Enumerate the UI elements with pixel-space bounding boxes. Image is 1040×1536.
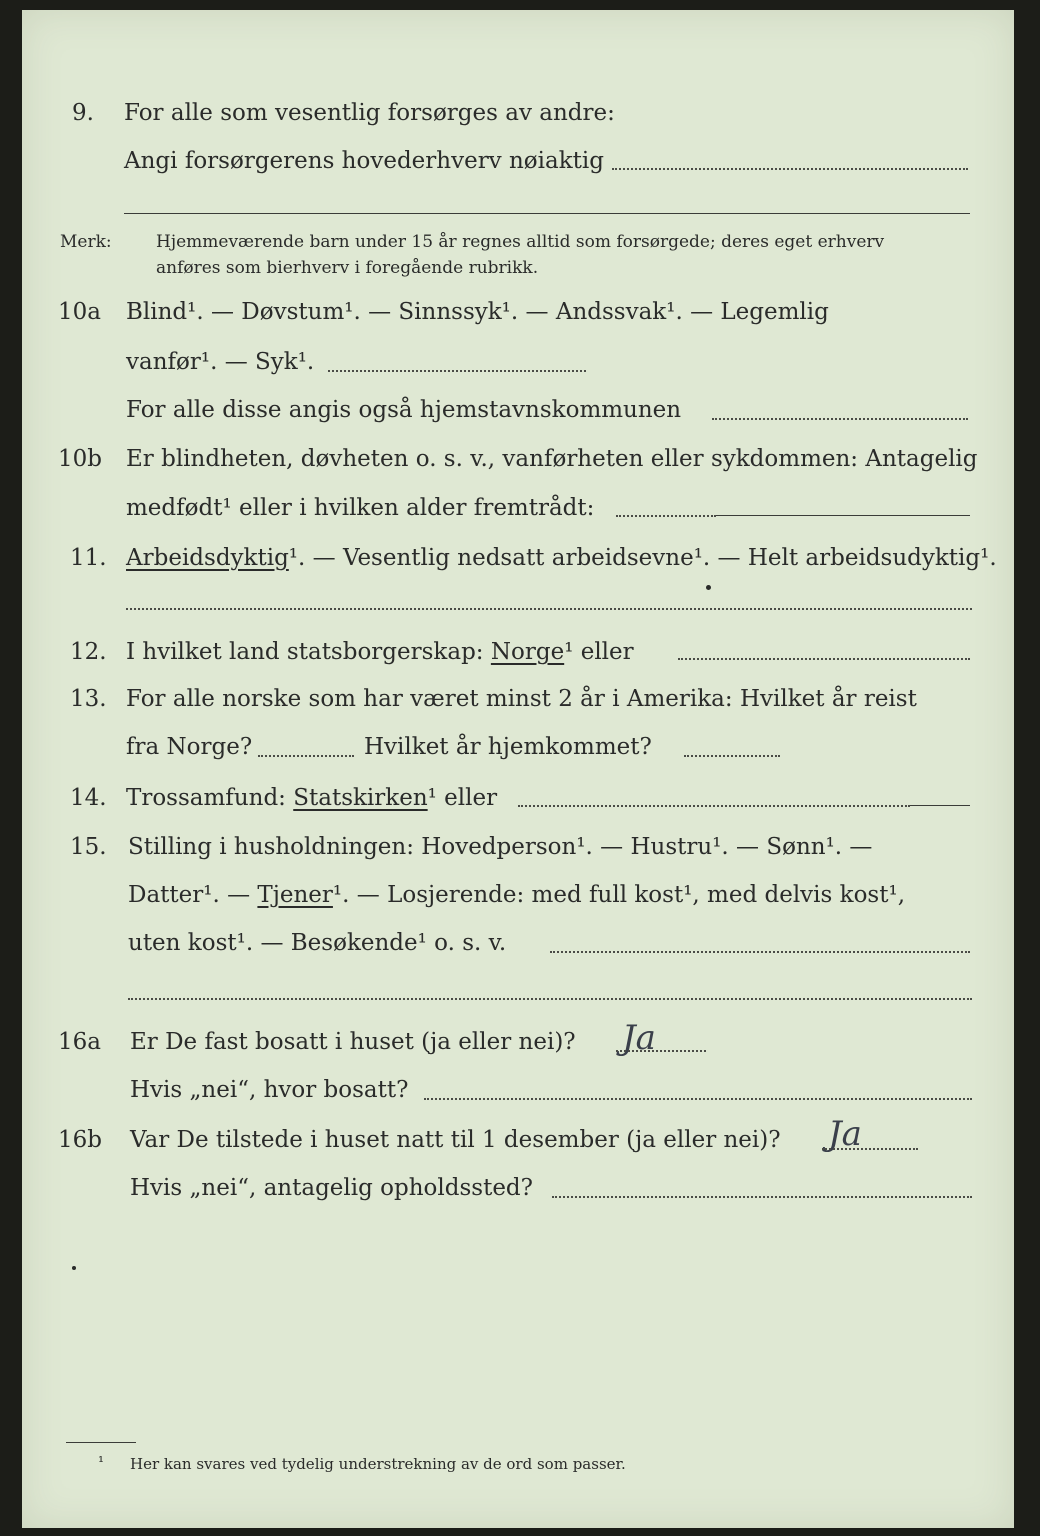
question-10b-answer-line xyxy=(716,515,970,516)
question-10b-line2: medfødt¹ eller i hvilken alder fremtrådt: xyxy=(126,495,595,521)
question-15-line2b: ¹. — Losjerende: med full kost¹, med delvis kost¹, xyxy=(332,882,906,908)
question-11-number: 11. xyxy=(70,545,107,571)
question-15-answer-line xyxy=(550,951,970,953)
question-11-rest: ¹. — Vesentlig nedsatt arbeidsevne¹. — Helt arbeidsudyktig¹. xyxy=(288,545,997,571)
question-15-number: 15. xyxy=(70,834,107,860)
question-12-prompt: I hvilket land statsborgerskap: xyxy=(126,639,484,665)
question-10b-line1: Er blindheten, døvheten o. s. v., vanførheten eller sykdommen: Antagelig xyxy=(126,446,978,472)
question-16a-handwritten-answer: Ja xyxy=(622,1018,656,1058)
question-12-line xyxy=(126,637,634,667)
question-14-prompt: Trossamfund: xyxy=(126,785,286,811)
question-13-number: 13. xyxy=(70,686,107,712)
question-13-line2b: Hvilket år hjemkommet? xyxy=(364,734,652,760)
question-14-number: 14. xyxy=(70,785,107,811)
question-16a-residence-line xyxy=(424,1098,972,1100)
question-12-answer-line xyxy=(678,658,970,660)
question-12-number: 12. xyxy=(70,639,107,665)
question-12-selected-option: Norge xyxy=(490,639,565,665)
ink-speck xyxy=(72,1266,76,1270)
merk-line2: anføres som bierhverv i foregående rubrikk. xyxy=(156,258,539,278)
question-9-number: 9. xyxy=(72,100,94,126)
question-9-line2: Angi forsørgerens hovederhverv nøiaktig xyxy=(124,148,604,174)
question-14-selected-option: Statskirken xyxy=(293,785,428,811)
question-10b-number: 10b xyxy=(58,446,102,472)
question-16b-location-line xyxy=(552,1196,972,1198)
question-16b-answer-line xyxy=(822,1148,918,1150)
question-11-line xyxy=(126,543,997,573)
question-10a-number: 10a xyxy=(58,299,101,325)
question-14-line xyxy=(126,783,497,813)
question-14-answer-line xyxy=(910,805,970,806)
question-15-selected-option: Tjener xyxy=(257,882,333,908)
question-13-departure-line xyxy=(258,755,354,757)
question-15-line1: Stilling i husholdningen: Hovedperson¹. — Hustru¹. — Sønn¹. — xyxy=(128,834,873,860)
question-16a-line1: Er De fast bosatt i huset (ja eller nei)? xyxy=(130,1029,576,1055)
separator-rule xyxy=(124,213,970,214)
question-16b-line2: Hvis „nei“, antagelig opholdssted? xyxy=(130,1175,533,1201)
merk-line1: Hjemmeværende barn under 15 år regnes alltid som forsørgede; deres eget erhverv xyxy=(156,232,885,252)
question-10b-answer-dots xyxy=(616,515,716,517)
question-9-answer-line xyxy=(612,168,968,170)
footnote-mark: ¹ xyxy=(98,1453,105,1471)
ink-mark xyxy=(706,585,711,590)
merk-label: Merk: xyxy=(60,232,112,252)
question-15-line3: uten kost¹. — Besøkende¹ o. s. v. xyxy=(128,930,507,956)
question-10a-hometown-line xyxy=(712,418,968,420)
question-11-selected-option: Arbeidsdyktig xyxy=(126,545,289,571)
question-13-return-line xyxy=(684,755,780,757)
question-15-line2 xyxy=(128,880,905,910)
question-10a-line2: vanfør¹. — Syk¹. xyxy=(126,349,315,375)
footnote-text: Her kan svares ved tydelig understrekning av de ord som passer. xyxy=(130,1455,626,1473)
question-16b-number: 16b xyxy=(58,1127,102,1153)
question-16a-number: 16a xyxy=(58,1029,101,1055)
question-10a-line1: Blind¹. — Døvstum¹. — Sinnssyk¹. — Andssvak¹. — Legemlig xyxy=(126,299,829,325)
question-14-answer-dots xyxy=(518,805,910,807)
question-14-post: ¹ eller xyxy=(427,785,498,811)
question-15-line2a: Datter¹. — xyxy=(128,882,251,908)
question-10a-answer-line xyxy=(328,370,586,372)
question-11-answer-line xyxy=(126,608,972,610)
question-10a-line3: For alle disse angis også hjemstavnskommunen xyxy=(126,397,682,423)
question-9-line1: For alle som vesentlig forsørges av andre: xyxy=(124,100,615,126)
question-15-extra-line xyxy=(128,998,972,1000)
question-16a-line2: Hvis „nei“, hvor bosatt? xyxy=(130,1077,409,1103)
question-16a-answer-line xyxy=(616,1050,706,1052)
question-16b-handwritten-answer: Ja xyxy=(828,1114,862,1154)
question-13-line2a: fra Norge? xyxy=(126,734,253,760)
footnote-rule xyxy=(66,1442,136,1443)
census-form-page xyxy=(22,10,1014,1528)
question-13-line1: For alle norske som har været minst 2 år i Amerika: Hvilket år reist xyxy=(126,686,917,712)
question-12-post: ¹ eller xyxy=(564,639,634,665)
question-16b-line1: Var De tilstede i huset natt til 1 desember (ja eller nei)? xyxy=(130,1127,781,1153)
